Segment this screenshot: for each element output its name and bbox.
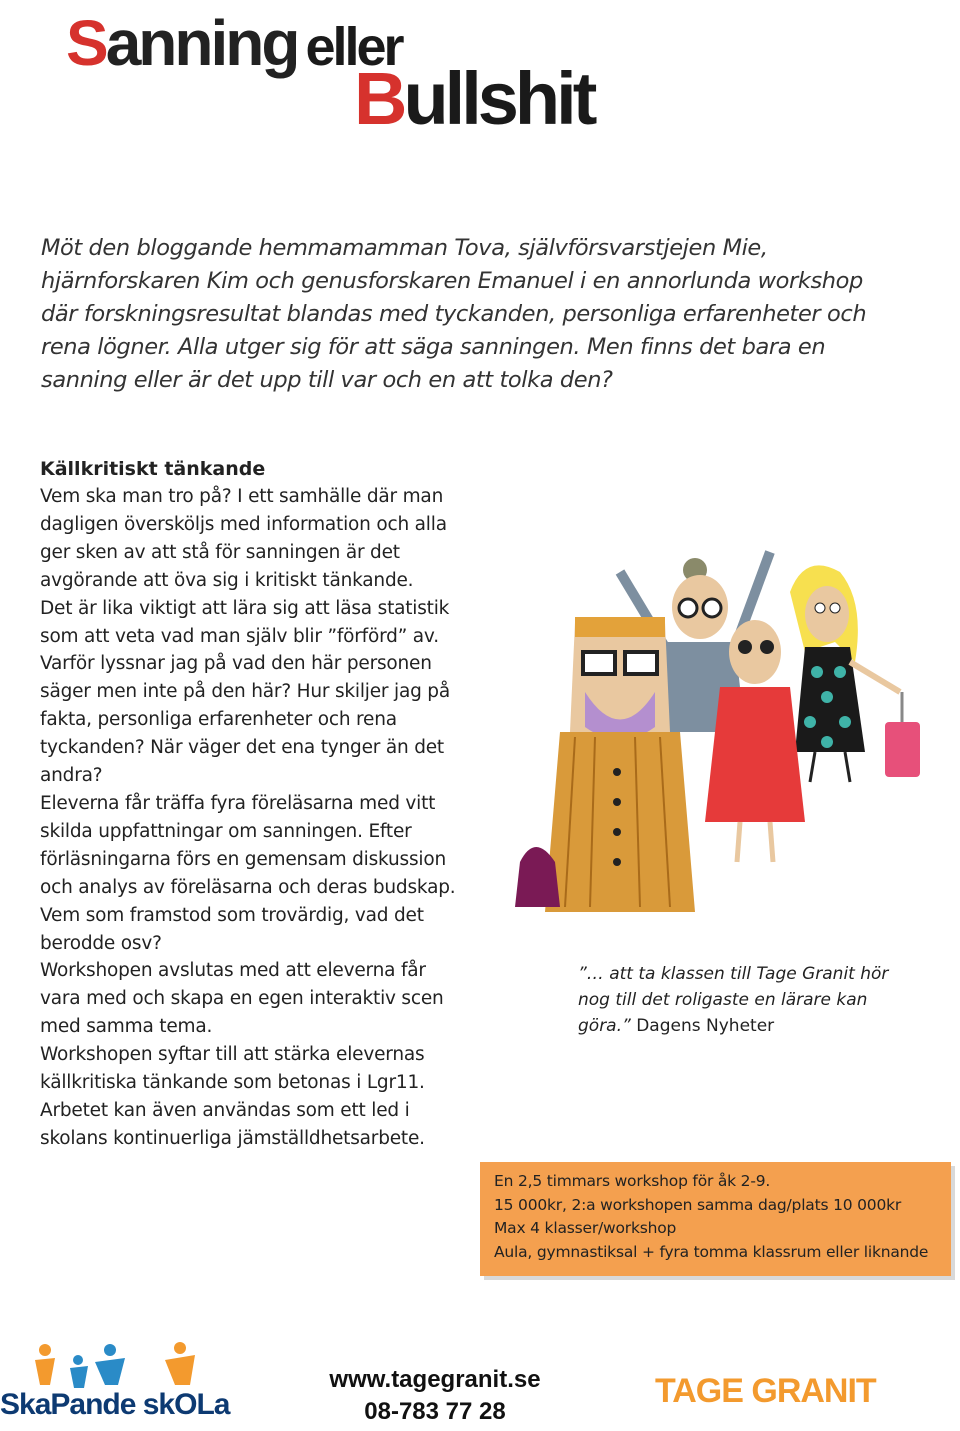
press-quote [578, 961, 908, 1039]
character-blonde-woman [790, 565, 920, 782]
skapande-skola-logo [0, 1340, 230, 1430]
website-link[interactable]: www.tagegranit.se [329, 1366, 541, 1393]
paragraph-5: Workshopen syftar till att stärka elevernas källkritiska tänkande som betonas i Lgr11. Arbetet kan även användas som ett led i skolans kontinuerliga jämställdhetsarbete. [40, 1044, 425, 1149]
quote-text: ”… att ta klassen till Tage Granit hör nog till det roligaste en lärare kan göra.” [578, 964, 889, 1036]
quote-source: Dagens Nyheter [636, 1016, 775, 1036]
characters-illustration [505, 532, 935, 932]
contact-info [320, 1364, 550, 1428]
title-logo [66, 6, 606, 140]
paragraph-1: Vem ska man tro på? I ett samhälle där man dagligen översköljs med information och alla ger sken av att stå för sanningen är det avgörande att öva sig i kritiskt tänkande. [40, 486, 447, 591]
info-line-venue: Aula, gymnastiksal + fyra tomma klassrum eller liknande [494, 1242, 929, 1261]
info-line-price: 15 000kr, 2:a workshopen samma dag/plats 10 000kr [494, 1195, 902, 1214]
paragraph-3: Eleverna får träffa fyra föreläsarna med vitt skilda uppfattningar om sanningen. Efter förläsningarna förs en gemensam diskussion och analys av föreläsarna och deras budskap. Vem som framstod som trovärdig, vad det berodde osv? [40, 792, 456, 954]
title-word-sanning: Sanning [66, 7, 298, 79]
phone-number: 08-783 77 28 [364, 1398, 506, 1425]
section-heading: Källkritiskt tänkande [40, 458, 266, 480]
skapande-skola-logo-text: SkaPande skOLa [0, 1388, 230, 1421]
title-word-eller: eller [305, 17, 402, 77]
title-line1 [66, 6, 402, 80]
tage-granit-logo-text: TAGE GRANIT [655, 1372, 876, 1410]
dancers-icon [0, 1340, 215, 1390]
title-word-sanning-rest: anning [105, 7, 298, 79]
info-line-capacity: Max 4 klasser/workshop [494, 1219, 677, 1237]
paragraph-4: Workshopen avslutas med att eleverna får vara med och skapa en egen interaktiv scen med samma tema. [40, 960, 444, 1038]
info-line-duration: En 2,5 timmars workshop för åk 2-9. [494, 1172, 771, 1190]
paragraph-2: Det är lika viktigt att lära sig att läsa statistik som att veta vad man själv blir ”förförd” av. Varför lyssnar jag på vad den här personen säger men inte på den här? Hur skiljer jag på fakta, personliga erfarenheter och rena tyckanden? När väger det ena tynger än det andra? [40, 597, 450, 787]
title-word-bullshit: Bullshit [354, 57, 594, 140]
tage-granit-logo [655, 1356, 895, 1416]
main-column [40, 455, 470, 1153]
title-word-bullshit-rest: ullshit [403, 57, 594, 140]
info-box [480, 1162, 951, 1276]
intro-text: Möt den bloggande hemmamamman Tova, självförsvarstjejen Mie, hjärnforskaren Kim och genusforskaren Emanuel i en annorlunda workshop där forskningsresultat blandas med tyckanden, personliga erfarenheter och rena lögner. Alla utger sig för att säga sanningen. Men finns det bara en sanning eller är det upp till var och en att tolka den? [41, 235, 867, 393]
